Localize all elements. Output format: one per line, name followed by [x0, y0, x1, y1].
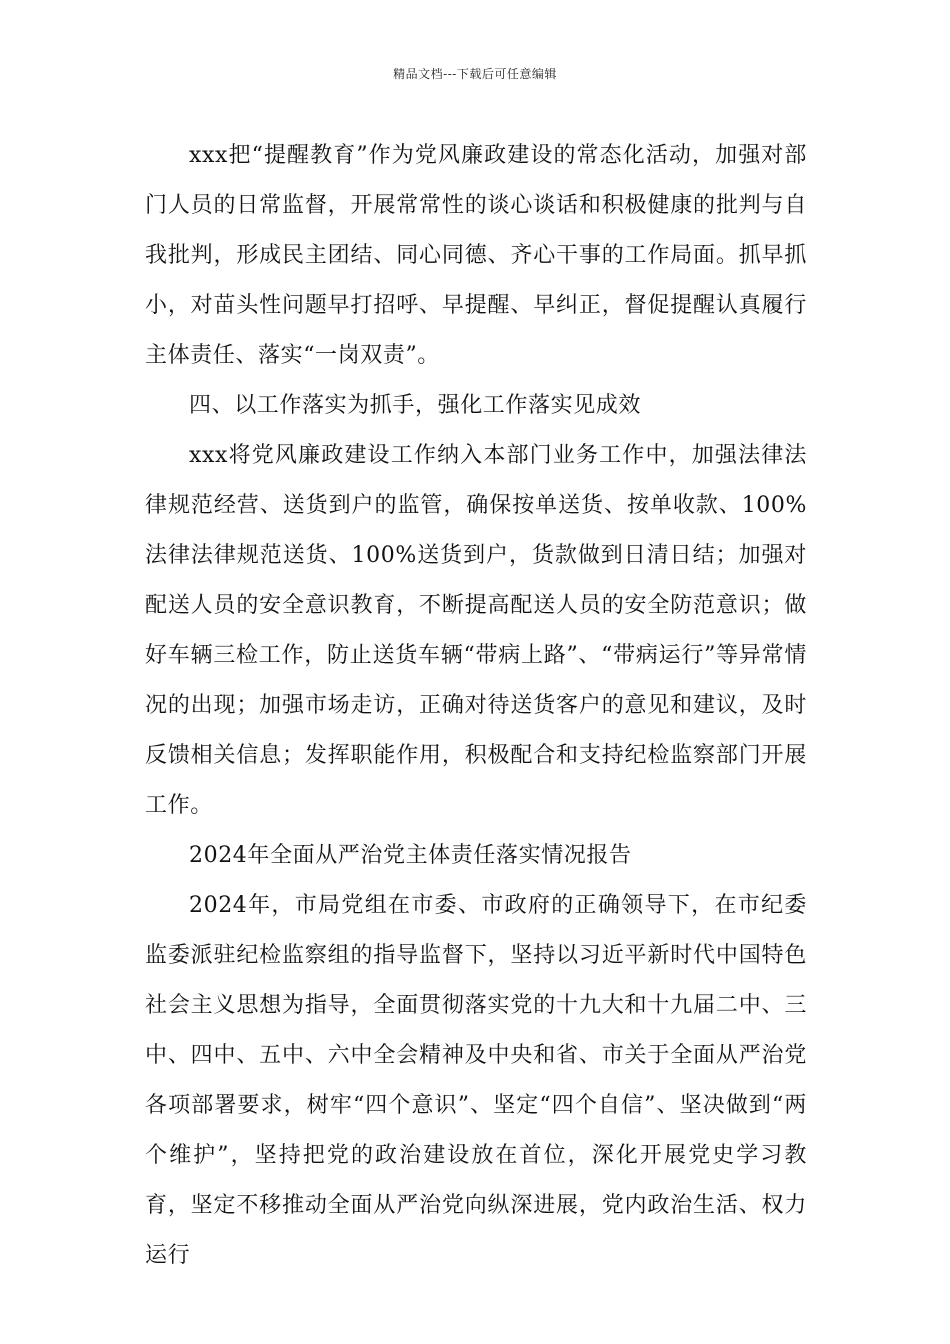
- report-title: 2024年全面从严治党主体责任落实情况报告: [189, 843, 632, 868]
- paragraph-work-implementation: xxx将党风廉政建设工作纳入本部门业务工作中，加强法律法律规范经营、送货到户的监管，确保按单送货、按单收款、100%法律法律规范送货、100%送货到户，货款做到日清日结；加强对配送人员的安全意识教育，不断提高配送人员的安全防范意识；做好车辆三检工作，防止送货车辆“带病上路”、“带病运行”等异常情况的出现；加强市场走访，正确对待送货客户的意见和建议，及时反馈相关信息；发挥职能作用，积极配合和支持纪检监察部门开展工作。: [145, 443, 807, 818]
- paragraph-report-intro: 2024年，市局党组在市委、市政府的正确领导下，在市纪委监委派驻纪检监察组的指导监督下，坚持以习近平新时代中国特色社会主义思想为指导，全面贯彻落实党的十九大和十九届二中、三中、四中、五中、六中全会精神及中央和省、市关于全面从严治党各项部署要求，树牢“四个意识”、坚定“四个自信”、坚决做到“两个维护”，坚持把党的政治建设放在首位，深化开展党史学习教育，坚定不移推动全面从严治党向纵深进展，党内政治生活、权力运行: [145, 893, 807, 1268]
- document-body: [145, 131, 807, 1281]
- paragraph-reminder-education: xxx把“提醒教育”作为党风廉政建设的常态化活动，加强对部门人员的日常监督，开展常常性的谈心谈话和积极健康的批判与自我批判，形成民主团结、同心同德、齐心干事的工作局面。抓早抓小，对苗头性问题早打招呼、早提醒、早纠正，督促提醒认真履行主体责任、落实“一岗双责”。: [145, 143, 807, 368]
- page-header: 精品文档---下载后可任意编辑: [393, 67, 557, 81]
- section-heading-four: 四、以工作落实为抓手，强化工作落实见成效: [189, 393, 642, 418]
